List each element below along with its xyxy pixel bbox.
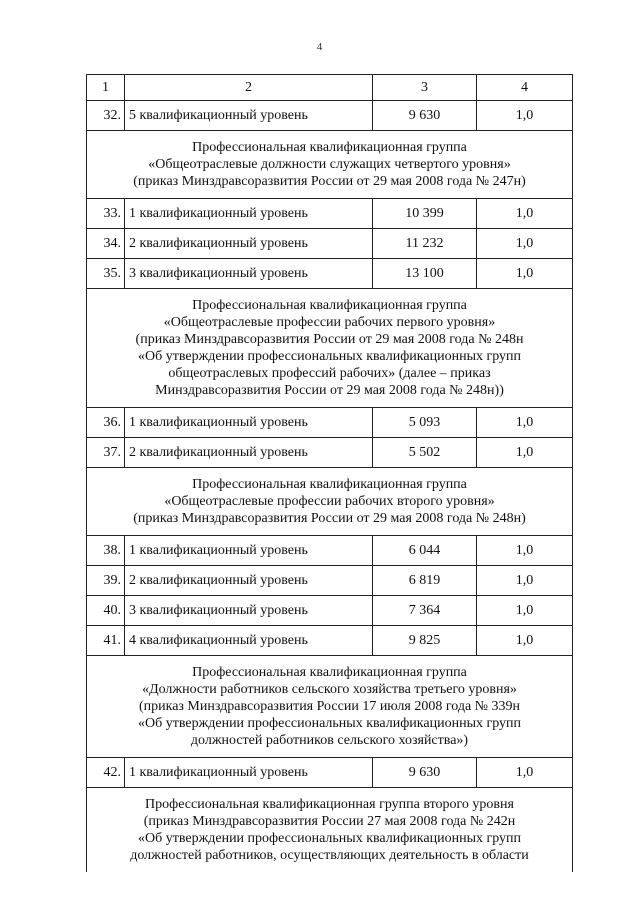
salary-value: 9 630 xyxy=(373,758,477,788)
group-heading-row xyxy=(87,131,573,199)
salary-value: 9 630 xyxy=(373,101,477,131)
header-cell: 3 xyxy=(373,75,477,101)
group-heading-line: Профессиональная квалификационная группа xyxy=(192,477,467,492)
group-heading-line: общеотраслевых профессий рабочих» (далее – приказ xyxy=(168,366,491,381)
group-heading-line: (приказ Минздравсоразвития России от 29 мая 2008 года № 247н) xyxy=(133,174,526,189)
level-name: 2 квалификационный уровень xyxy=(125,229,373,259)
group-heading-line: должностей работников сельского хозяйства») xyxy=(190,733,469,748)
group-heading xyxy=(87,289,573,408)
row-number: 37. xyxy=(87,438,125,468)
table-row xyxy=(87,596,573,626)
group-heading-line: Профессиональная квалификационная группа второго уровня xyxy=(145,797,514,812)
group-heading-line: (приказ Минздравсоразвития России 17 июля 2008 года № 339н xyxy=(138,699,521,714)
group-heading-row xyxy=(87,656,573,758)
salary-value: 5 502 xyxy=(373,438,477,468)
group-heading-line: Профессиональная квалификационная группа xyxy=(192,665,467,680)
salary-value: 7 364 xyxy=(373,596,477,626)
table-row xyxy=(87,101,573,131)
row-number: 33. xyxy=(87,199,125,229)
salary-value: 9 825 xyxy=(373,626,477,656)
group-heading-line: «Общеотраслевые профессии рабочих первого уровня» xyxy=(163,315,496,330)
group-heading-line: (приказ Минздравсоразвития России 27 мая 2008 года № 242н xyxy=(143,814,516,829)
group-heading-row xyxy=(87,788,573,873)
level-name: 1 квалификационный уровень xyxy=(125,536,373,566)
header-cell: 1 xyxy=(87,75,125,101)
coefficient: 1,0 xyxy=(477,596,573,626)
table-row xyxy=(87,438,573,468)
salary-table xyxy=(86,74,573,872)
level-name: 2 квалификационный уровень xyxy=(125,566,373,596)
level-name: 5 квалификационный уровень xyxy=(125,101,373,131)
table-row xyxy=(87,408,573,438)
group-heading xyxy=(87,131,573,199)
level-name: 1 квалификационный уровень xyxy=(125,408,373,438)
coefficient: 1,0 xyxy=(477,438,573,468)
salary-value: 6 819 xyxy=(373,566,477,596)
coefficient: 1,0 xyxy=(477,199,573,229)
level-name: 3 квалификационный уровень xyxy=(125,259,373,289)
table-row xyxy=(87,229,573,259)
row-number: 38. xyxy=(87,536,125,566)
group-heading xyxy=(87,468,573,536)
coefficient: 1,0 xyxy=(477,626,573,656)
level-name: 4 квалификационный уровень xyxy=(125,626,373,656)
row-number: 36. xyxy=(87,408,125,438)
group-heading-line: (приказ Минздравсоразвития России от 29 мая 2008 года № 248н xyxy=(135,332,524,347)
group-heading-line: «Общеотраслевые должности служащих четвертого уровня» xyxy=(148,157,511,172)
table-header-row xyxy=(87,75,573,101)
coefficient: 1,0 xyxy=(477,101,573,131)
group-heading xyxy=(87,656,573,758)
salary-value: 6 044 xyxy=(373,536,477,566)
row-number: 34. xyxy=(87,229,125,259)
coefficient: 1,0 xyxy=(477,536,573,566)
group-heading-line: «Об утверждении профессиональных квалификационных групп xyxy=(137,831,522,846)
group-heading xyxy=(87,788,573,873)
page-number: 4 xyxy=(316,41,323,53)
row-number: 42. xyxy=(87,758,125,788)
table-row xyxy=(87,758,573,788)
group-heading-row xyxy=(87,289,573,408)
group-heading-line: «Должности работников сельского хозяйства третьего уровня» xyxy=(142,682,517,697)
table-row xyxy=(87,259,573,289)
row-number: 32. xyxy=(87,101,125,131)
row-number: 39. xyxy=(87,566,125,596)
salary-value: 5 093 xyxy=(373,408,477,438)
header-cell: 2 xyxy=(125,75,373,101)
group-heading-line: (приказ Минздравсоразвития России от 29 мая 2008 года № 248н) xyxy=(133,511,526,526)
table-row xyxy=(87,199,573,229)
row-number: 35. xyxy=(87,259,125,289)
coefficient: 1,0 xyxy=(477,758,573,788)
group-heading-line: «Общеотраслевые профессии рабочих второго уровня» xyxy=(164,494,495,509)
coefficient: 1,0 xyxy=(477,259,573,289)
level-name: 3 квалификационный уровень xyxy=(125,596,373,626)
coefficient: 1,0 xyxy=(477,566,573,596)
table-row xyxy=(87,536,573,566)
group-heading-line: Профессиональная квалификационная группа xyxy=(192,298,467,313)
level-name: 2 квалификационный уровень xyxy=(125,438,373,468)
salary-value: 13 100 xyxy=(373,259,477,289)
salary-value: 11 232 xyxy=(373,229,477,259)
salary-value: 10 399 xyxy=(373,199,477,229)
row-number: 40. xyxy=(87,596,125,626)
group-heading-line: Минздравсоразвития России от 29 мая 2008 года № 248н)) xyxy=(155,383,504,398)
group-heading-line: должностей работников, осуществляющих деятельность в области xyxy=(130,848,529,863)
group-heading-line: «Об утверждении профессиональных квалификационных групп xyxy=(137,349,522,364)
level-name: 1 квалификационный уровень xyxy=(125,758,373,788)
group-heading-row xyxy=(87,468,573,536)
header-cell: 4 xyxy=(477,75,573,101)
table-row xyxy=(87,626,573,656)
group-heading-line: Профессиональная квалификационная группа xyxy=(192,140,467,155)
row-number: 41. xyxy=(87,626,125,656)
level-name: 1 квалификационный уровень xyxy=(125,199,373,229)
coefficient: 1,0 xyxy=(477,229,573,259)
group-heading-line: «Об утверждении профессиональных квалификационных групп xyxy=(137,716,522,731)
coefficient: 1,0 xyxy=(477,408,573,438)
table-row xyxy=(87,566,573,596)
